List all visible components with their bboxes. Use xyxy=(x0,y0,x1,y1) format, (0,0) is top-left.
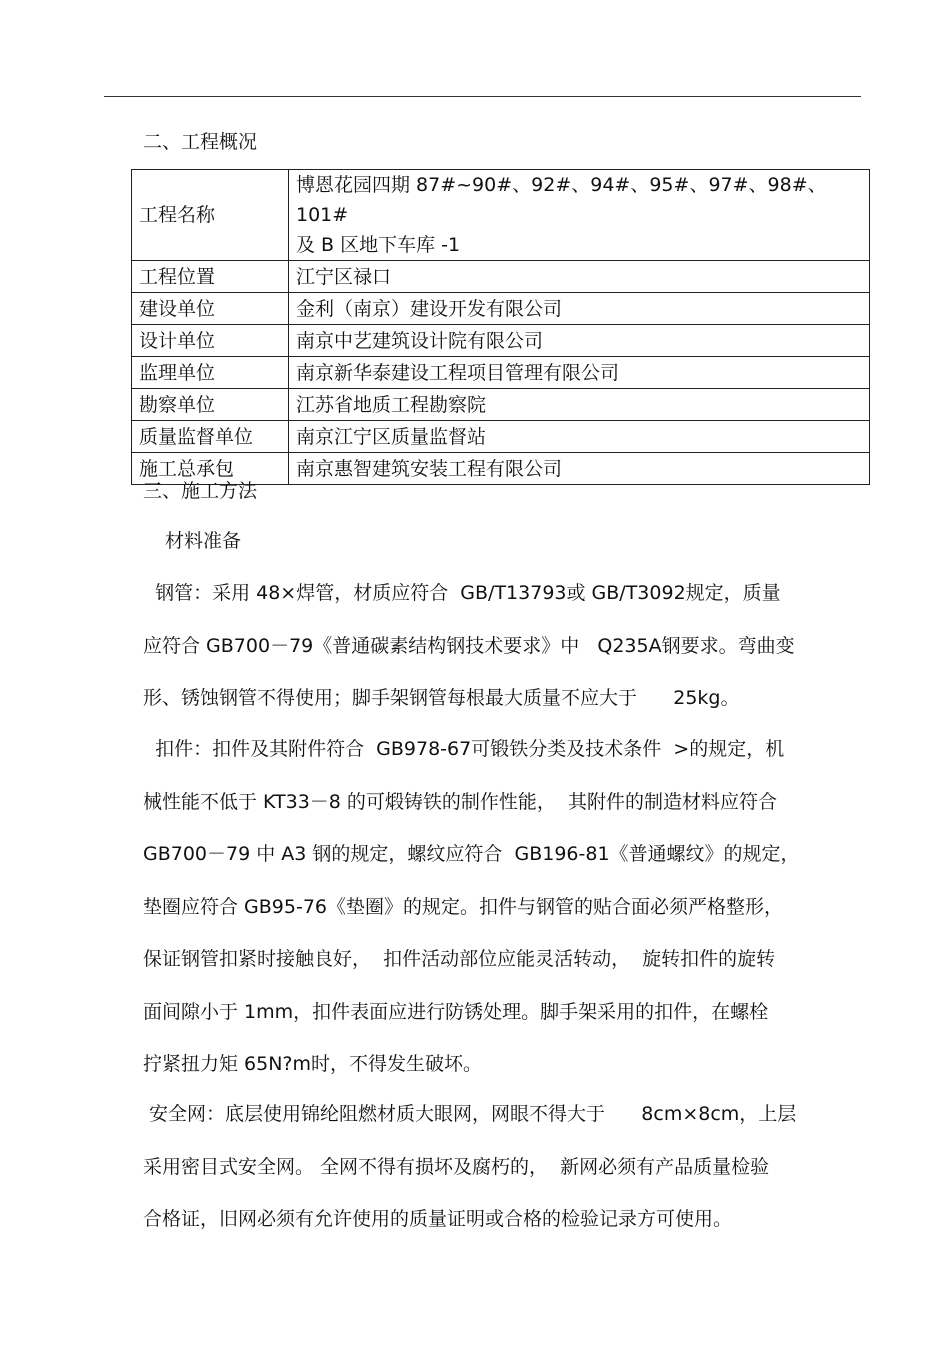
row-label: 设计单位 xyxy=(132,325,289,357)
text-line: 采用密目式安全网。 全网不得有损坏及腐朽的， 新网必须有产品质量检验 xyxy=(143,1155,770,1178)
row-label: 工程名称 xyxy=(132,170,289,261)
project-overview-table xyxy=(131,169,870,485)
paragraph-safety-net xyxy=(143,1088,855,1246)
text-line: 安全网：底层使用锦纶阻燃材质大眼网，网眼不得大于 8cm×8cm，上层 xyxy=(143,1103,797,1125)
text-line: 合格证，旧网必须有允许使用的质量证明或合格的检验记录方可使用。 xyxy=(143,1208,733,1230)
row-value: 南京中艺建筑设计院有限公司 xyxy=(289,325,870,357)
text-line: 钢管：采用 48×焊管，材质应符合 GB/T13793或 GB/T3092规定，质量 xyxy=(143,582,781,604)
value-line: 博恩花园四期 87#~90#、92#、94#、95#、97#、98#、101# xyxy=(296,174,827,226)
row-value: 南京江宁区质量监督站 xyxy=(289,421,870,453)
text-line: GB700－79 中 A3 钢的规定，螺纹应符合 GB196-81《普通螺纹》的规定， xyxy=(143,843,800,865)
row-value: 江宁区禄口 xyxy=(289,261,870,293)
table-row xyxy=(132,170,870,261)
row-value: 江苏省地质工程勘察院 xyxy=(289,389,870,421)
text-line: 械性能不低于 KT33－8 的可煅铸铁的制作性能， 其附件的制造材料应符合 xyxy=(143,790,778,813)
row-label: 施工总承包 xyxy=(132,453,289,485)
header-rule xyxy=(104,96,861,97)
text-line: 垫圈应符合 GB95-76《垫圈》的规定。扣件与钢管的贴合面必须严格整形， xyxy=(143,895,784,918)
paragraph-steel-pipe xyxy=(143,567,855,725)
row-label: 监理单位 xyxy=(132,357,289,389)
text-line: 拧紧扭力矩 65N?m时，不得发生破坏。 xyxy=(143,1053,483,1075)
text-line: 扣件：扣件及其附件符合 GB978-67可锻铁分类及技术条件 >的规定，机 xyxy=(143,738,785,760)
table-row xyxy=(132,261,870,293)
table-row xyxy=(132,389,870,421)
row-label: 工程位置 xyxy=(132,261,289,293)
text-line: 形、锈蚀钢管不得使用；脚手架钢管每根最大质量不应大于 25kg。 xyxy=(143,687,740,709)
table-row xyxy=(132,357,870,389)
text-line: 应符合 GB700－79《普通碳素结构钢技术要求》中 Q235A钢要求。弯曲变 xyxy=(143,634,795,657)
paragraph-fastener xyxy=(143,723,855,1091)
row-label: 建设单位 xyxy=(132,293,289,325)
row-label: 勘察单位 xyxy=(132,389,289,421)
section-title-method: 三、施工方法 xyxy=(143,480,258,502)
row-value: 金利（南京）建设开发有限公司 xyxy=(289,293,870,325)
row-value: 南京新华泰建设工程项目管理有限公司 xyxy=(289,357,870,389)
text-line: 面间隙小于 1mm，扣件表面应进行防锈处理。脚手架采用的扣件，在螺栓 xyxy=(143,1000,769,1023)
table-row xyxy=(132,421,870,453)
subheading-material-prep: 材料准备 xyxy=(165,530,242,552)
table-row xyxy=(132,325,870,357)
section-title-overview: 二、工程概况 xyxy=(143,131,258,153)
value-line: 及 B 区地下车库 -1 xyxy=(296,234,461,256)
table-row xyxy=(132,293,870,325)
row-value xyxy=(289,170,870,261)
text-line: 保证钢管扣紧时接触良好， 扣件活动部位应能灵活转动， 旋转扣件的旋转 xyxy=(143,948,776,970)
row-label: 质量监督单位 xyxy=(132,421,289,453)
row-value: 南京惠智建筑安装工程有限公司 xyxy=(289,453,870,485)
